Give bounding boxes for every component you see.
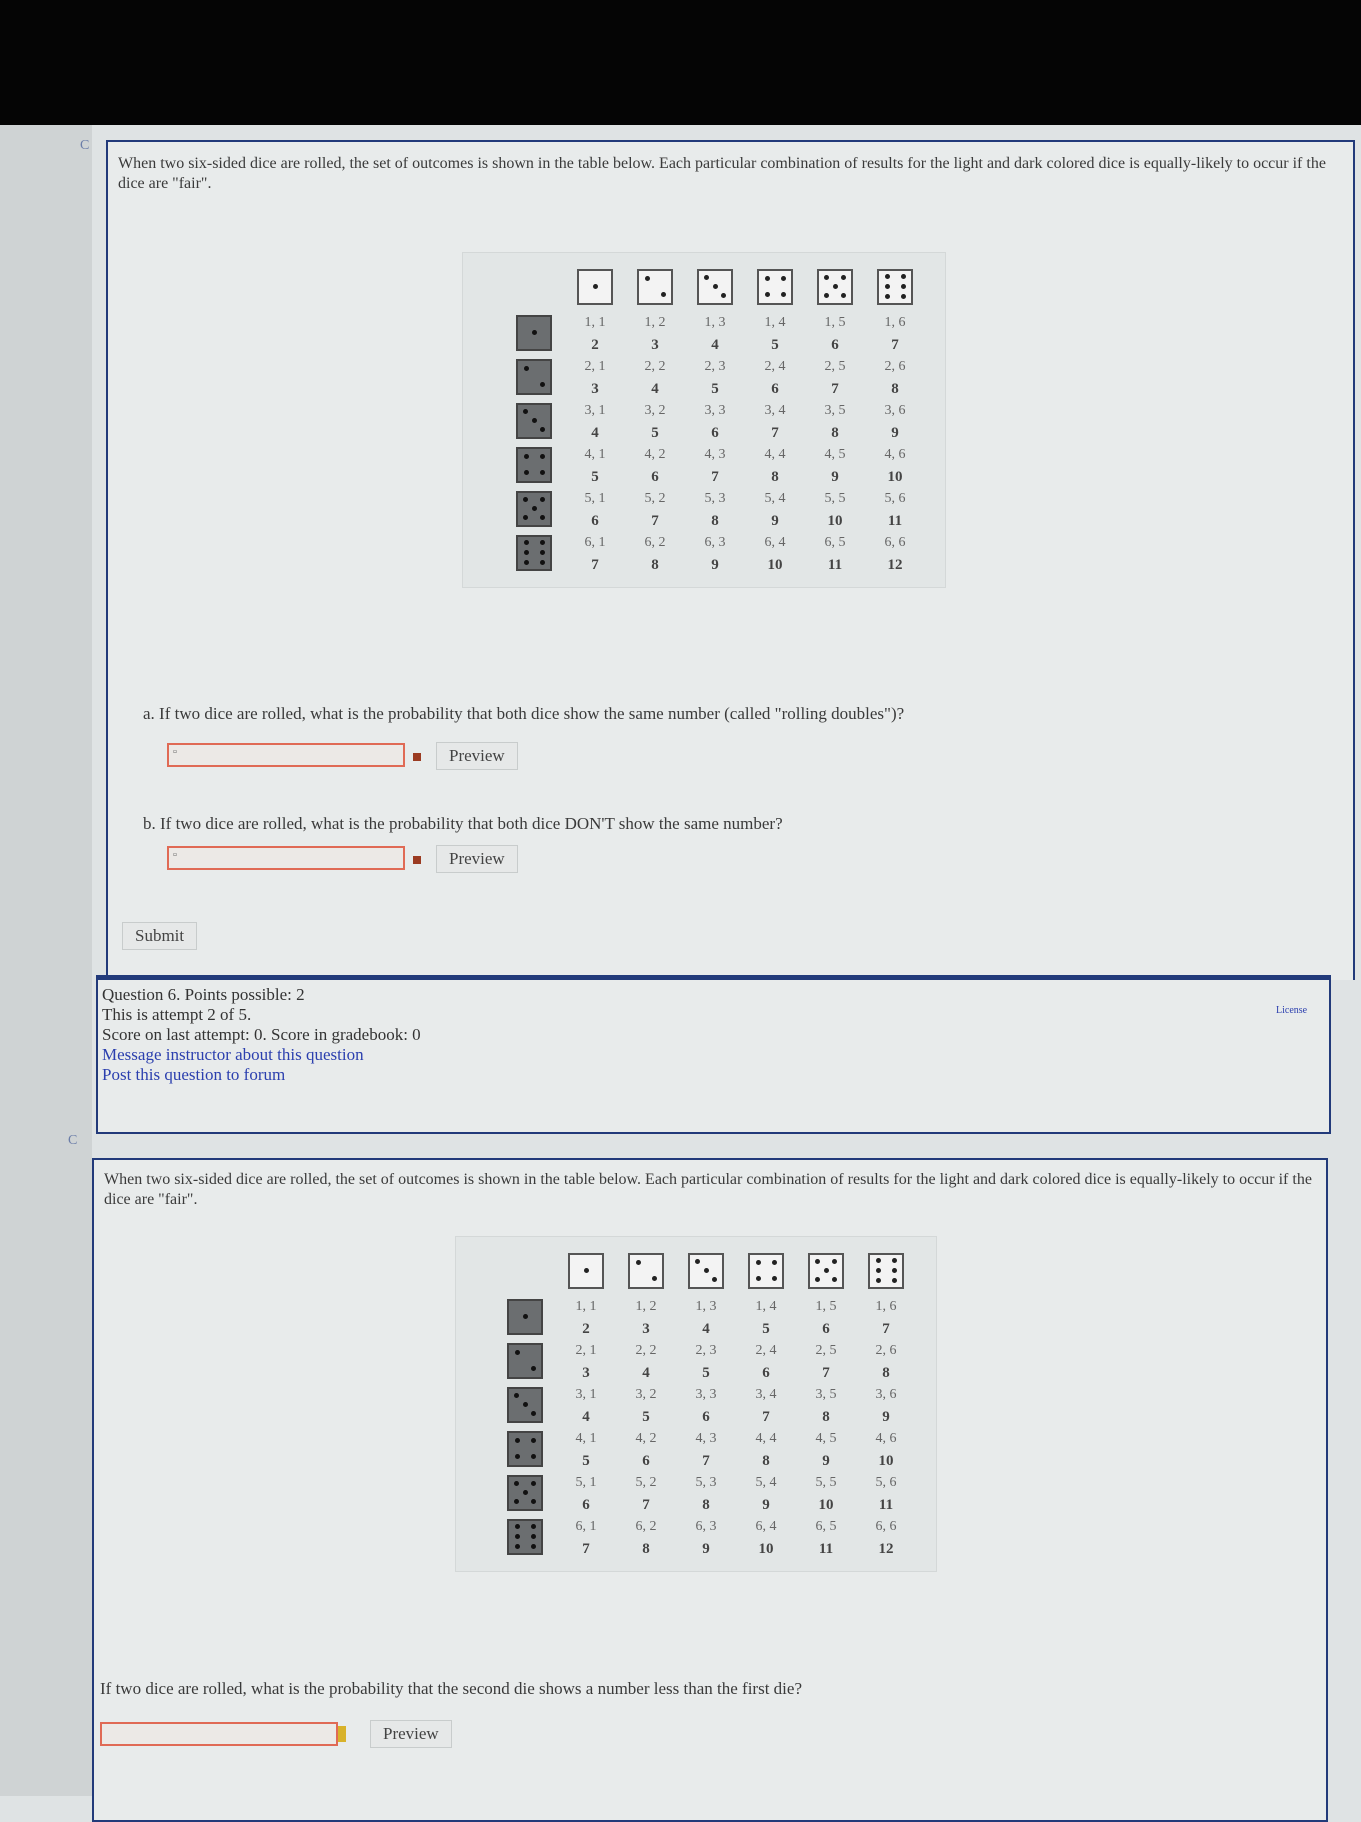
outcome-sum: 9 [771, 513, 779, 529]
preview-a-button[interactable]: Preview [436, 742, 518, 770]
outcome-pair: 1, 5 [824, 315, 846, 330]
outcome-pair: 2, 3 [695, 1343, 717, 1358]
outcome-pair: 3, 3 [695, 1387, 717, 1402]
outcome-sum: 6 [711, 425, 719, 441]
outcome-sum: 8 [891, 381, 899, 397]
outcome-sum: 5 [762, 1321, 770, 1337]
outcome-pair: 3, 1 [575, 1387, 597, 1402]
light-die-2-icon [628, 1253, 664, 1289]
outcome-sum: 11 [818, 1541, 834, 1557]
outcome-pair: 1, 2 [635, 1299, 657, 1314]
outcome-cell [865, 445, 925, 489]
dark-die-3-icon [507, 1387, 543, 1423]
outcome-sum: 9 [822, 1453, 830, 1469]
outcome-pair: 3, 2 [635, 1387, 657, 1402]
outcome-cell [556, 1385, 616, 1429]
outcome-cell [556, 1341, 616, 1385]
outcome-sum: 4 [591, 425, 599, 441]
dice-outcome-table [462, 252, 946, 588]
outcome-pair: 2, 1 [584, 359, 606, 374]
outcome-cell [796, 1297, 856, 1341]
light-die-1-icon [577, 269, 613, 305]
outcome-sum: 12 [887, 557, 903, 573]
outcome-pair: 6, 4 [755, 1519, 777, 1534]
outcome-pair: 2, 2 [644, 359, 666, 374]
light-die-4-icon [748, 1253, 784, 1289]
outcome-pair: 4, 5 [824, 447, 846, 462]
outcome-pair: 5, 1 [575, 1475, 597, 1490]
outcome-pair: 5, 6 [875, 1475, 897, 1490]
outcome-sum: 10 [878, 1453, 894, 1469]
outcome-sum: 6 [822, 1321, 830, 1337]
outcome-pair: 1, 4 [755, 1299, 777, 1314]
outcome-pair: 5, 2 [644, 491, 666, 506]
outcome-pair: 3, 4 [764, 403, 786, 418]
outcome-sum: 7 [711, 469, 719, 485]
outcome-pair: 1, 5 [815, 1299, 837, 1314]
outcome-pair: 4, 1 [575, 1431, 597, 1446]
outcome-cell [556, 1429, 616, 1473]
license-link[interactable]: License [1276, 1005, 1308, 1016]
outcome-cell [745, 401, 805, 445]
outcome-sum: 4 [651, 381, 659, 397]
outcome-cell [856, 1473, 916, 1517]
outcome-sum: 11 [878, 1497, 894, 1513]
outcome-pair: 6, 5 [815, 1519, 837, 1534]
outcome-pair: 6, 5 [824, 535, 846, 550]
outcome-cell [865, 489, 925, 533]
light-die-5-icon [808, 1253, 844, 1289]
answer-input[interactable] [100, 1722, 338, 1746]
outcome-pair: 6, 2 [635, 1519, 657, 1534]
dark-die-2-icon [516, 359, 552, 395]
outcome-sum: 8 [822, 1409, 830, 1425]
outcome-pair: 6, 6 [884, 535, 906, 550]
outcome-pair: 1, 3 [695, 1299, 717, 1314]
outcome-sum: 5 [582, 1453, 590, 1469]
outcome-pair: 4, 2 [644, 447, 666, 462]
outcome-pair: 3, 4 [755, 1387, 777, 1402]
outcome-cell [805, 489, 865, 533]
outcome-sum: 8 [642, 1541, 650, 1557]
outcome-sum: 12 [878, 1541, 894, 1557]
outcome-cell [865, 533, 925, 577]
outcome-sum: 7 [762, 1409, 770, 1425]
error-flag-icon [413, 753, 421, 761]
outcome-pair: 5, 5 [815, 1475, 837, 1490]
outcome-cell [625, 445, 685, 489]
outcome-cell [625, 401, 685, 445]
answer-a-input[interactable] [167, 743, 405, 767]
outcome-pair: 5, 5 [824, 491, 846, 506]
outcome-sum: 5 [651, 425, 659, 441]
outcome-cell [676, 1517, 736, 1561]
outcome-pair: 2, 2 [635, 1343, 657, 1358]
outcome-pair: 4, 2 [635, 1431, 657, 1446]
outcome-pair: 5, 6 [884, 491, 906, 506]
screen-bezel [0, 0, 1361, 125]
outcome-cell [856, 1429, 916, 1473]
outcome-sum: 9 [891, 425, 899, 441]
answer-b-input[interactable] [167, 846, 405, 870]
outcome-sum: 2 [582, 1321, 590, 1337]
light-die-2-icon [637, 269, 673, 305]
outcome-cell [856, 1517, 916, 1561]
outcome-pair: 2, 5 [824, 359, 846, 374]
outcome-sum: 9 [711, 557, 719, 573]
outcome-cell [565, 313, 625, 357]
outcome-cell [805, 313, 865, 357]
outcome-sum: 6 [762, 1365, 770, 1381]
outcome-cell [676, 1341, 736, 1385]
outcome-pair: 4, 3 [704, 447, 726, 462]
outcome-sum: 6 [582, 1497, 590, 1513]
outcome-sum: 11 [827, 557, 843, 573]
input-icon: ▫ [173, 746, 177, 758]
outcome-cell [685, 489, 745, 533]
outcome-pair: 6, 4 [764, 535, 786, 550]
outcome-cell [685, 533, 745, 577]
outcome-cell [805, 445, 865, 489]
outcome-sum: 10 [887, 469, 903, 485]
outcome-pair: 5, 3 [695, 1475, 717, 1490]
outcome-cell [556, 1297, 616, 1341]
outcome-pair: 2, 4 [764, 359, 786, 374]
outcome-cell [865, 357, 925, 401]
outcome-pair: 3, 6 [875, 1387, 897, 1402]
outcome-sum: 7 [831, 381, 839, 397]
outcome-sum: 3 [651, 337, 659, 353]
outcome-pair: 4, 4 [755, 1431, 777, 1446]
outcome-pair: 5, 1 [584, 491, 606, 506]
outcome-sum: 5 [711, 381, 719, 397]
outcome-sum: 7 [651, 513, 659, 529]
outcome-sum: 7 [882, 1321, 890, 1337]
outcome-sum: 7 [642, 1497, 650, 1513]
outcome-cell [685, 445, 745, 489]
dark-die-5-icon [507, 1475, 543, 1511]
part-a-text: a. If two dice are rolled, what is the probability that both dice show the same number (called "rolling doubles")? [143, 704, 905, 723]
dark-die-6-icon [516, 535, 552, 571]
outcome-pair: 4, 5 [815, 1431, 837, 1446]
light-die-3-icon [697, 269, 733, 305]
outcome-sum: 3 [642, 1321, 650, 1337]
outcome-sum: 7 [822, 1365, 830, 1381]
outcome-cell [745, 533, 805, 577]
outcome-pair: 6, 3 [704, 535, 726, 550]
light-die-5-icon [817, 269, 853, 305]
outcome-sum: 7 [591, 557, 599, 573]
outcome-sum: 4 [582, 1409, 590, 1425]
outcome-pair: 3, 1 [584, 403, 606, 418]
outcome-cell [676, 1297, 736, 1341]
outcome-cell [685, 357, 745, 401]
light-die-1-icon [568, 1253, 604, 1289]
outcome-cell [616, 1341, 676, 1385]
outcome-cell [745, 445, 805, 489]
outcome-pair: 1, 6 [875, 1299, 897, 1314]
outcome-cell [676, 1473, 736, 1517]
collapse-icon[interactable]: C [68, 1133, 78, 1148]
outcome-sum: 6 [771, 381, 779, 397]
light-die-4-icon [757, 269, 793, 305]
outcome-pair: 4, 3 [695, 1431, 717, 1446]
outcome-sum: 10 [818, 1497, 834, 1513]
outcome-sum: 8 [762, 1453, 770, 1469]
outcome-cell [676, 1429, 736, 1473]
outcome-cell [856, 1341, 916, 1385]
question-6-text: If two dice are rolled, what is the probability that the second die shows a number less than the first die? [100, 1679, 802, 1698]
outcome-sum: 6 [642, 1453, 650, 1469]
preview-b-button[interactable]: Preview [436, 845, 518, 873]
outcome-pair: 3, 6 [884, 403, 906, 418]
outcome-cell [796, 1385, 856, 1429]
warning-flag-icon [338, 1726, 346, 1742]
score-text: Score on last attempt: 0. Score in gradebook: 0 [102, 1025, 421, 1044]
outcome-cell [616, 1473, 676, 1517]
outcome-cell [865, 313, 925, 357]
dark-die-1-icon [507, 1299, 543, 1335]
question-5-intro: When two six-sided dice are rolled, the set of outcomes is shown in the table below. Each particular combination of results for the light and dark colored dice is equally-likely to occur if the dice are "fair". [118, 155, 1326, 192]
outcome-pair: 5, 3 [704, 491, 726, 506]
outcome-sum: 5 [591, 469, 599, 485]
outcome-cell [565, 489, 625, 533]
light-die-6-icon [868, 1253, 904, 1289]
question-6-intro: When two six-sided dice are rolled, the set of outcomes is shown in the table below. Each particular combination of results for the light and dark colored dice is equally-likely to occur if the dice are "fair". [104, 1171, 1312, 1208]
outcome-sum: 3 [582, 1365, 590, 1381]
outcome-cell [805, 401, 865, 445]
input-icon: ▫ [173, 849, 177, 861]
outcome-pair: 1, 6 [884, 315, 906, 330]
outcome-sum: 4 [711, 337, 719, 353]
outcome-pair: 5, 4 [764, 491, 786, 506]
outcome-sum: 8 [771, 469, 779, 485]
outcome-cell [556, 1473, 616, 1517]
outcome-cell [736, 1341, 796, 1385]
points-possible: Question 6. Points possible: 2 [102, 985, 305, 1004]
outcome-pair: 4, 1 [584, 447, 606, 462]
dark-die-4-icon [516, 447, 552, 483]
dark-die-4-icon [507, 1431, 543, 1467]
outcome-pair: 2, 6 [875, 1343, 897, 1358]
left-margin [0, 125, 92, 1796]
outcome-cell [565, 445, 625, 489]
question-6-info [102, 985, 421, 1085]
outcome-sum: 7 [582, 1541, 590, 1557]
outcome-pair: 4, 6 [884, 447, 906, 462]
outcome-pair: 2, 3 [704, 359, 726, 374]
outcome-cell [805, 533, 865, 577]
outcome-sum: 9 [831, 469, 839, 485]
dice-outcome-table [455, 1236, 937, 1572]
outcome-pair: 6, 3 [695, 1519, 717, 1534]
dark-die-2-icon [507, 1343, 543, 1379]
outcome-sum: 8 [711, 513, 719, 529]
outcome-sum: 4 [642, 1365, 650, 1381]
outcome-sum: 10 [758, 1541, 774, 1557]
error-flag-icon [413, 856, 421, 864]
outcome-cell [625, 357, 685, 401]
outcome-pair: 1, 4 [764, 315, 786, 330]
outcome-sum: 9 [762, 1497, 770, 1513]
outcome-sum: 2 [591, 337, 599, 353]
outcome-cell [676, 1385, 736, 1429]
outcome-pair: 2, 6 [884, 359, 906, 374]
outcome-cell [736, 1297, 796, 1341]
outcome-cell [736, 1429, 796, 1473]
outcome-pair: 3, 5 [815, 1387, 837, 1402]
outcome-cell [625, 313, 685, 357]
outcome-sum: 3 [591, 381, 599, 397]
outcome-sum: 6 [702, 1409, 710, 1425]
light-die-3-icon [688, 1253, 724, 1289]
outcome-sum: 8 [831, 425, 839, 441]
preview-button[interactable]: Preview [370, 1720, 452, 1748]
outcome-pair: 2, 1 [575, 1343, 597, 1358]
outcome-cell [685, 401, 745, 445]
outcome-sum: 7 [771, 425, 779, 441]
outcome-pair: 3, 5 [824, 403, 846, 418]
outcome-sum: 5 [771, 337, 779, 353]
outcome-sum: 6 [651, 469, 659, 485]
outcome-sum: 6 [591, 513, 599, 529]
outcome-cell [685, 313, 745, 357]
outcome-sum: 11 [887, 513, 903, 529]
outcome-pair: 1, 1 [575, 1299, 597, 1314]
outcome-sum: 5 [642, 1409, 650, 1425]
outcome-pair: 4, 6 [875, 1431, 897, 1446]
outcome-pair: 3, 2 [644, 403, 666, 418]
outcome-cell [865, 401, 925, 445]
outcome-sum: 7 [891, 337, 899, 353]
outcome-cell [616, 1429, 676, 1473]
outcome-pair: 4, 4 [764, 447, 786, 462]
outcome-sum: 8 [651, 557, 659, 573]
outcome-cell [616, 1297, 676, 1341]
outcome-pair: 1, 1 [584, 315, 606, 330]
outcome-sum: 8 [882, 1365, 890, 1381]
dark-die-1-icon [516, 315, 552, 351]
outcome-pair: 2, 4 [755, 1343, 777, 1358]
outcome-pair: 6, 6 [875, 1519, 897, 1534]
outcome-pair: 2, 5 [815, 1343, 837, 1358]
outcome-pair: 5, 2 [635, 1475, 657, 1490]
outcome-cell [856, 1297, 916, 1341]
outcome-pair: 1, 3 [704, 315, 726, 330]
post-forum-link[interactable]: Post this question to forum [102, 1065, 286, 1084]
outcome-sum: 10 [827, 513, 843, 529]
outcome-cell [796, 1473, 856, 1517]
light-die-6-icon [877, 269, 913, 305]
outcome-sum: 9 [702, 1541, 710, 1557]
outcome-pair: 6, 1 [584, 535, 606, 550]
outcome-pair: 3, 3 [704, 403, 726, 418]
outcome-cell [796, 1517, 856, 1561]
outcome-pair: 5, 4 [755, 1475, 777, 1490]
part-b-text: b. If two dice are rolled, what is the probability that both dice DON'T show the same number? [143, 814, 783, 833]
outcome-cell [736, 1385, 796, 1429]
outcome-cell [856, 1385, 916, 1429]
outcome-cell [565, 357, 625, 401]
outcome-sum: 8 [702, 1497, 710, 1513]
outcome-cell [616, 1385, 676, 1429]
dark-die-3-icon [516, 403, 552, 439]
outcome-cell [805, 357, 865, 401]
outcome-cell [565, 533, 625, 577]
outcome-cell [625, 489, 685, 533]
outcome-cell [616, 1517, 676, 1561]
outcome-sum: 9 [882, 1409, 890, 1425]
outcome-cell [625, 533, 685, 577]
outcome-cell [736, 1473, 796, 1517]
outcome-cell [796, 1429, 856, 1473]
outcome-cell [736, 1517, 796, 1561]
outcome-pair: 1, 2 [644, 315, 666, 330]
dark-die-6-icon [507, 1519, 543, 1555]
collapse-icon[interactable]: C [80, 138, 90, 153]
outcome-sum: 5 [702, 1365, 710, 1381]
message-instructor-link[interactable]: Message instructor about this question [102, 1045, 364, 1064]
outcome-sum: 6 [831, 337, 839, 353]
outcome-sum: 7 [702, 1453, 710, 1469]
outcome-cell [565, 401, 625, 445]
dark-die-5-icon [516, 491, 552, 527]
attempt-count: This is attempt 2 of 5. [102, 1005, 252, 1024]
outcome-cell [745, 489, 805, 533]
outcome-sum: 4 [702, 1321, 710, 1337]
submit-button[interactable]: Submit [122, 922, 197, 950]
outcome-pair: 6, 2 [644, 535, 666, 550]
outcome-cell [745, 357, 805, 401]
outcome-cell [556, 1517, 616, 1561]
outcome-cell [796, 1341, 856, 1385]
outcome-sum: 10 [767, 557, 783, 573]
outcome-cell [745, 313, 805, 357]
outcome-pair: 6, 1 [575, 1519, 597, 1534]
